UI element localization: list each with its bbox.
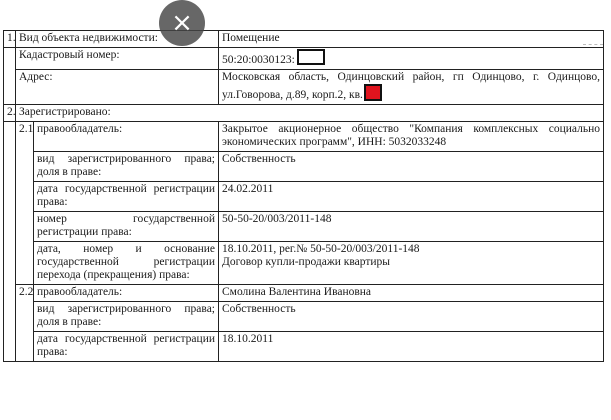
cadastral-value: 50:20:0030123: — [222, 54, 295, 66]
right-type-label: вид зарегистрированного права; доля в праве: — [34, 152, 219, 182]
row-date-2-1 — [4, 182, 604, 212]
row-address — [4, 70, 604, 105]
page-fade — [0, 392, 611, 420]
cadastral-cell — [219, 48, 604, 70]
scan-artifact — [583, 44, 603, 47]
address-cell — [219, 70, 604, 105]
redaction-mark — [364, 84, 382, 101]
row-cadastral — [4, 48, 604, 70]
redaction-mark — [297, 49, 325, 65]
reg-date-value: 24.02.2011 — [219, 182, 604, 212]
address-label: Адрес: — [16, 70, 219, 105]
registered-label: Зарегистрировано: — [16, 105, 604, 122]
object-type-value: Помещение — [219, 31, 604, 48]
reg-date-value: 18.10.2011 — [219, 332, 604, 362]
reg-date-label: дата государственной регистрации права: — [34, 182, 219, 212]
row-number: 1. — [4, 31, 16, 48]
row-owner-2-2 — [4, 285, 604, 302]
cadastral-label: Кадастровый номер: — [16, 48, 219, 70]
row-date-2-2 — [4, 332, 604, 362]
row-right-2-1 — [4, 152, 604, 182]
transfer-basis-cell — [219, 242, 604, 285]
transfer-basis-label: дата, номер и основание государственной регистрации перехода (прекращения) права: — [34, 242, 219, 285]
row-registered — [4, 105, 604, 122]
reg-date-label: дата государственной регистрации права: — [34, 332, 219, 362]
transfer-basis-line: Договор купли-продажи квартиры — [222, 256, 391, 268]
owner-label: правообладатель: — [34, 122, 219, 152]
owner-value: Закрытое акционерное общество "Компания комплексных социально экономических программ", ИНН: 5032033248 — [219, 122, 604, 152]
row-owner-2-1 — [4, 122, 604, 152]
close-icon[interactable] — [159, 0, 205, 46]
row-object-type — [4, 31, 604, 48]
row-basis-2-1 — [4, 242, 604, 285]
subsection-number: 2.2 — [16, 285, 34, 362]
right-type-value: Собственность — [219, 302, 604, 332]
row-right-2-2 — [4, 302, 604, 332]
reg-number-value: 50-50-20/003/2011-148 — [219, 212, 604, 242]
transfer-basis-line: 18.10.2011, рег.№ 50-50-20/003/2011-148 — [222, 243, 420, 255]
right-type-value: Собственность — [219, 152, 604, 182]
subsection-number: 2.1 — [16, 122, 34, 285]
right-type-label: вид зарегистрированного права; доля в праве: — [34, 302, 219, 332]
owner-label: правообладатель: — [34, 285, 219, 302]
address-value: Московская область, Одинцовский район, гп Одинцово, г. Одинцово, ул.Говорова, д.89, корп.2, кв. — [222, 71, 600, 101]
reg-number-label: номер государственной регистрации права: — [34, 212, 219, 242]
row-number-2-1 — [4, 212, 604, 242]
registry-table — [3, 30, 604, 362]
object-type-label: Вид объекта недвижимости: — [16, 31, 219, 48]
close-glyph: × — [171, 8, 193, 38]
owner-value: Смолина Валентина Ивановна — [219, 285, 604, 302]
row-number: 2. — [4, 105, 16, 122]
